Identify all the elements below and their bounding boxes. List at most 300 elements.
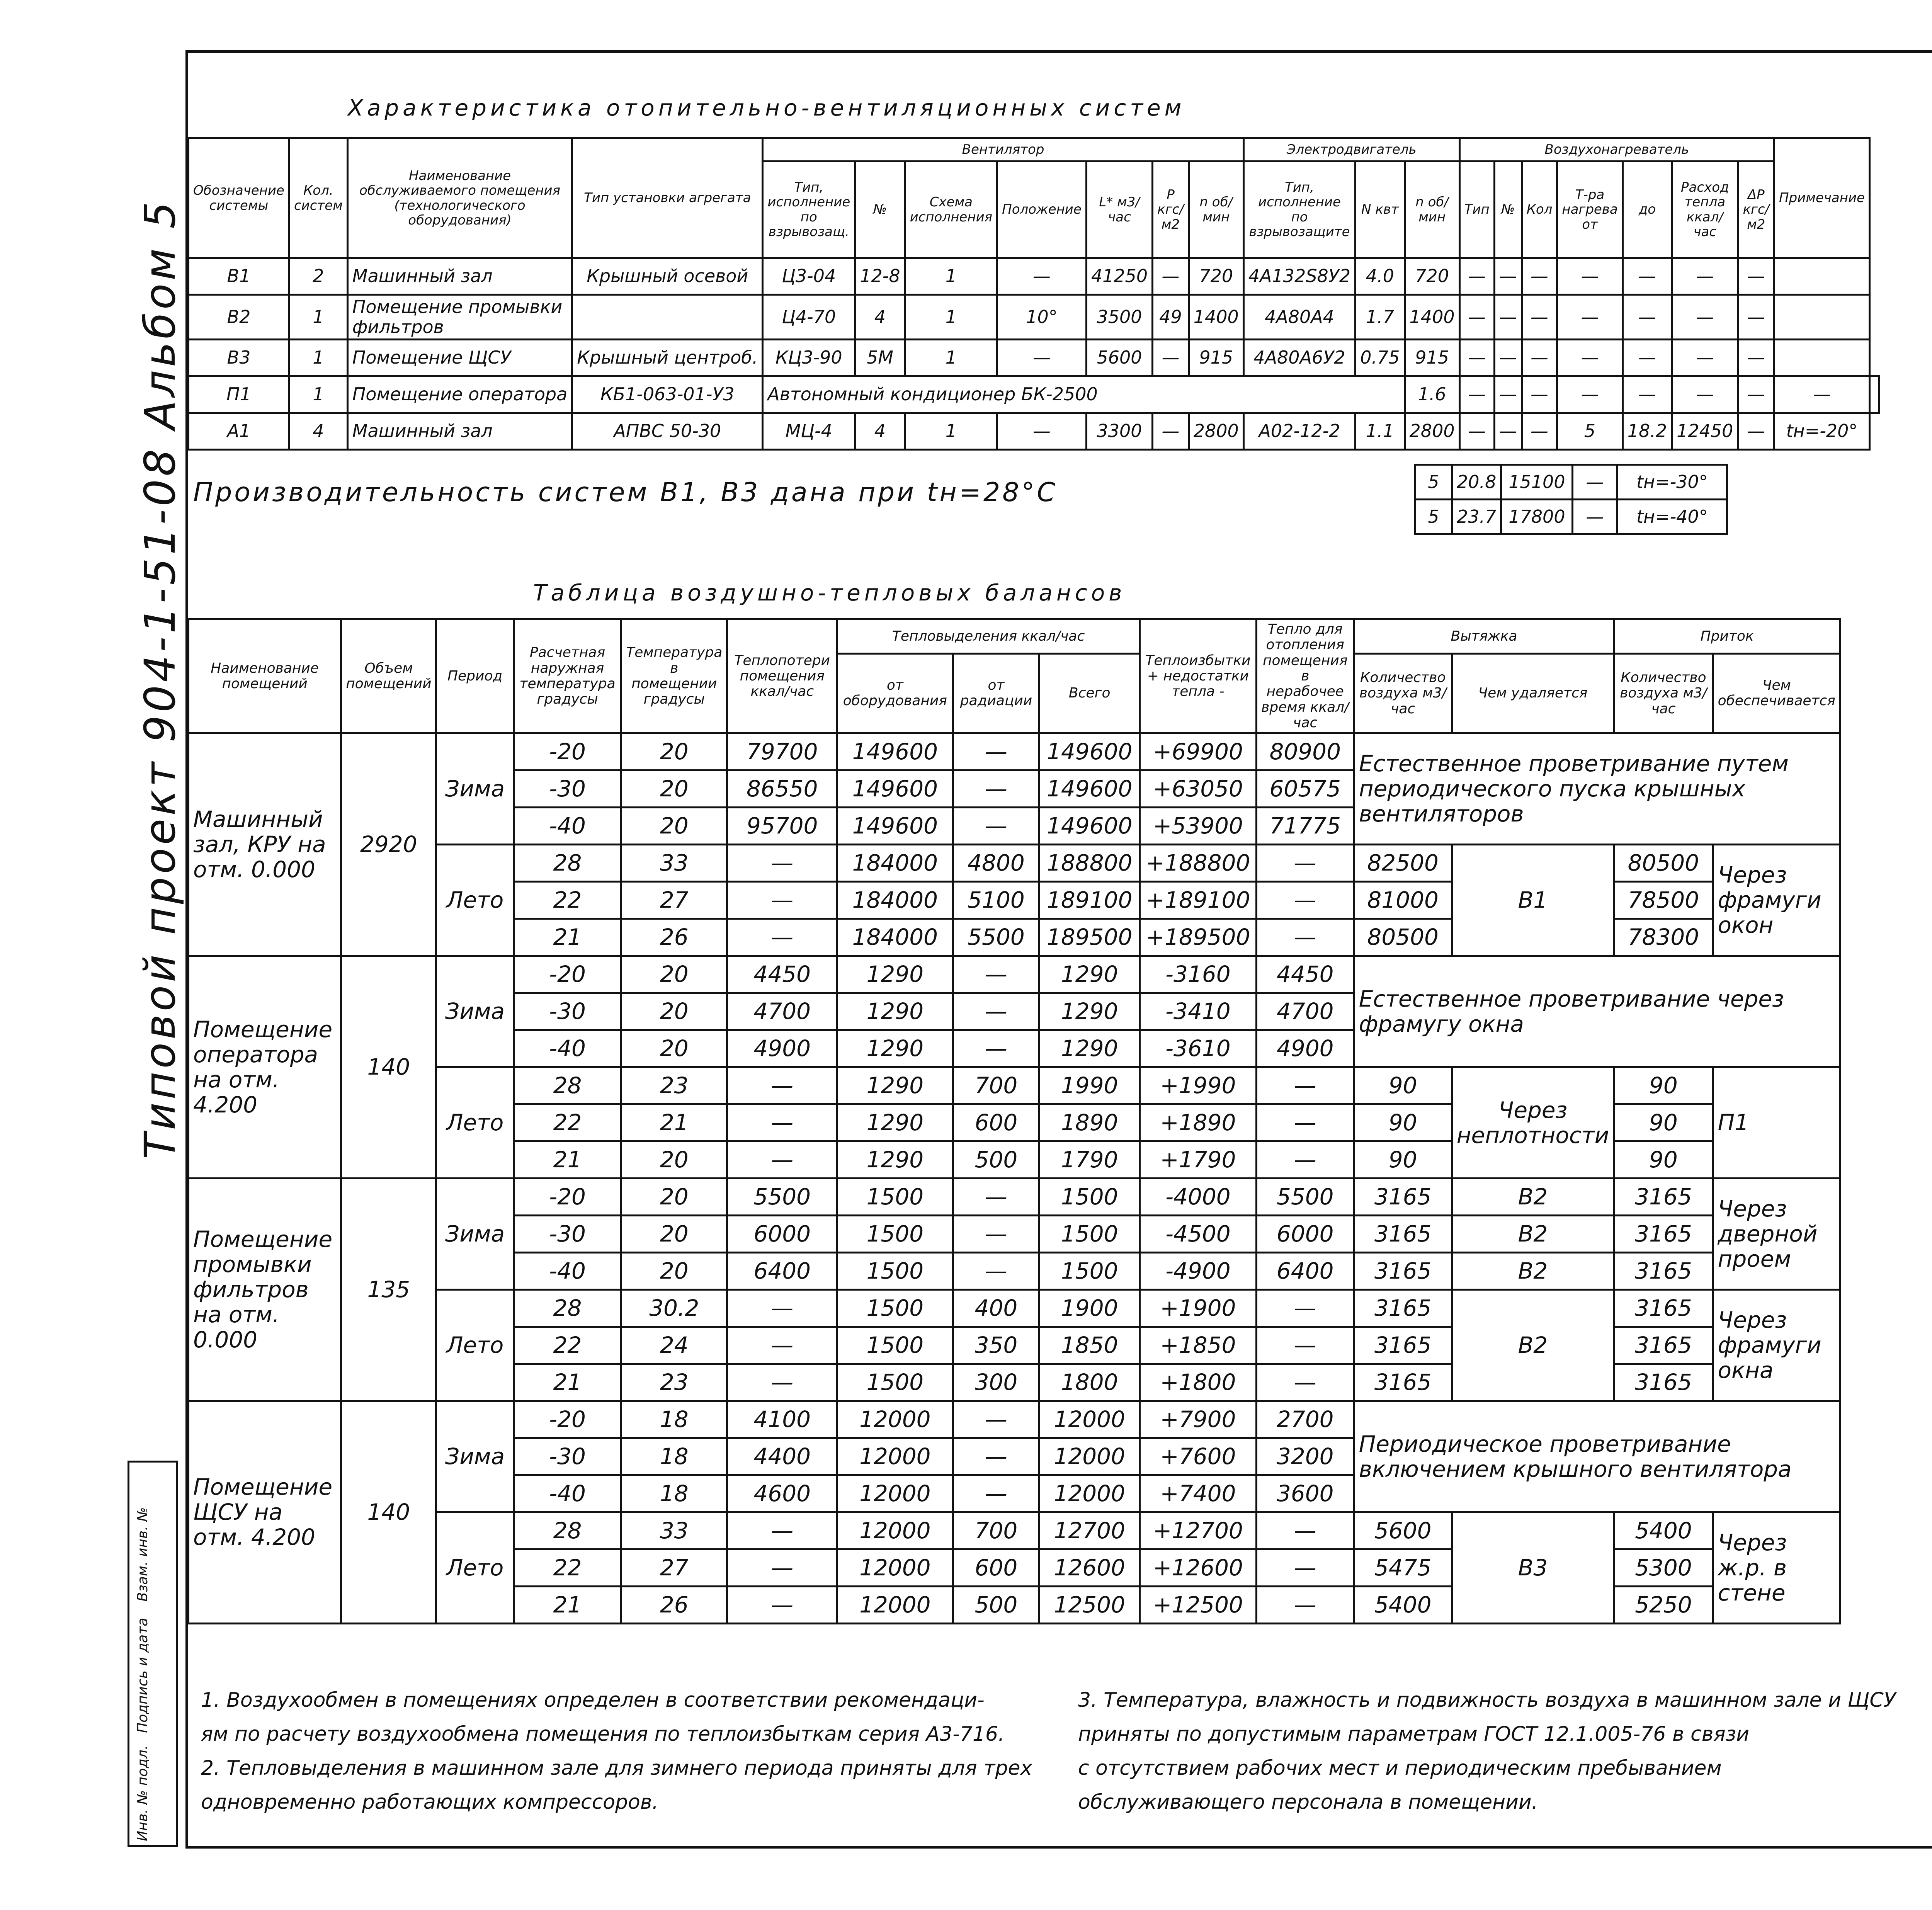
system-cell: —: [1573, 465, 1617, 500]
system-cell: —: [1738, 413, 1774, 450]
system-cell: 12450: [1672, 413, 1738, 450]
balance-cell: 1500: [837, 1216, 953, 1253]
balance-cell: —: [953, 1253, 1039, 1290]
supply-amount: 3165: [1614, 1364, 1713, 1401]
balance-cell: —: [727, 1364, 837, 1401]
system-cell: Помещение ЩСУ: [347, 340, 572, 376]
balance-cell: +1990: [1140, 1067, 1257, 1104]
system-cell: 15100: [1501, 465, 1573, 500]
balance-cell: 1990: [1039, 1067, 1140, 1104]
system-cell: —: [1459, 413, 1494, 450]
balance-row: [189, 733, 1840, 770]
hdr-fan-scheme: Схема исполнения: [905, 162, 997, 258]
balance-cell: 28: [514, 1067, 621, 1104]
exhaust-amount: 90: [1354, 1104, 1452, 1141]
balance-cell: 4400: [727, 1438, 837, 1475]
balance-cell: 5500: [1256, 1179, 1354, 1216]
system-cell: 1.6: [1405, 376, 1459, 413]
balance-cell: 12500: [1039, 1587, 1140, 1624]
system-cell: —: [1672, 295, 1738, 340]
system-cell: А02-12-2: [1243, 413, 1355, 450]
note-line: 1. Воздухообмен в помещениях определен в соответствии рекомендаци-: [201, 1689, 985, 1712]
balance-cell: 86550: [727, 770, 837, 808]
balance-cell: 12600: [1039, 1549, 1140, 1587]
balance-cell: 5100: [953, 882, 1039, 919]
balance-cell: —: [953, 1216, 1039, 1253]
balance-cell: +63050: [1140, 770, 1257, 808]
system-extra-row: [1415, 500, 1727, 534]
balance-cell: 12000: [837, 1587, 953, 1624]
balance-cell: 26: [621, 1587, 727, 1624]
note-line: одновременно работающих компрессоров.: [201, 1791, 658, 1814]
balance-cell: —: [727, 1067, 837, 1104]
balance-cell: —: [1256, 882, 1354, 919]
room-name: Помещение оператора на отм. 4.200: [189, 956, 341, 1179]
system-cell: 41250: [1086, 258, 1152, 295]
system-cell: tн=-30°: [1617, 465, 1727, 500]
system-cell: —: [1738, 258, 1774, 295]
balance-cell: 27: [621, 882, 727, 919]
balance-table-title: Таблица воздушно-тепловых балансов: [533, 580, 1126, 606]
balance-cell: 79700: [727, 733, 837, 770]
system-row: [189, 376, 1879, 413]
system-cell: —: [1494, 340, 1522, 376]
balance-cell: 22: [514, 882, 621, 919]
exhaust-means: В3: [1452, 1512, 1614, 1624]
strip-inv-label: Инв. № подл.: [135, 1745, 151, 1841]
balance-cell: +189100: [1140, 882, 1257, 919]
room-volume: 135: [341, 1179, 436, 1401]
exhaust-means: В2: [1452, 1179, 1614, 1216]
system-cell: 1400: [1405, 295, 1459, 340]
room-name: Помещение промывки фильтров на отм. 0.000: [189, 1179, 341, 1401]
systems-table: [187, 137, 1880, 451]
balance-row: [189, 845, 1840, 882]
balance-cell: +53900: [1140, 808, 1257, 845]
bh-room: Наименование помещений: [189, 619, 341, 733]
hdr-motor-n: n об/мин: [1405, 162, 1459, 258]
system-cell: 1: [289, 295, 347, 340]
balance-cell: —: [727, 1290, 837, 1327]
exhaust-amount: 81000: [1354, 882, 1452, 919]
bh-t-in: Температура в помещении градусы: [621, 619, 727, 733]
systems-extra-rows: [1414, 464, 1728, 535]
balance-cell: —: [953, 808, 1039, 845]
balance-cell: 2700: [1256, 1401, 1354, 1438]
balance-cell: 1290: [837, 1141, 953, 1179]
balance-cell: -4900: [1140, 1253, 1257, 1290]
period-summer: Лето: [436, 845, 514, 956]
bh-gain-equip: от оборудования: [837, 653, 953, 733]
balance-cell: -4000: [1140, 1179, 1257, 1216]
supply-amount: 3165: [1614, 1179, 1713, 1216]
hdr-fan-P: Р кгс/м2: [1153, 162, 1189, 258]
period-summer: Лето: [436, 1067, 514, 1179]
supply-amount: 90: [1614, 1141, 1713, 1179]
system-cell: 4А132S8У2: [1243, 258, 1355, 295]
period-winter: Зима: [436, 1179, 514, 1290]
supply-amount: 3165: [1614, 1290, 1713, 1327]
balance-cell: 20: [621, 1253, 727, 1290]
balance-cell: 12000: [837, 1512, 953, 1549]
balance-cell: —: [953, 956, 1039, 993]
balance-cell: 22: [514, 1327, 621, 1364]
system-cell: 915: [1405, 340, 1459, 376]
balance-cell: —: [953, 1475, 1039, 1512]
system-cell: —: [1459, 295, 1494, 340]
bh-exhaust-group: Вытяжка: [1354, 619, 1614, 654]
system-row: [189, 340, 1879, 376]
balance-cell: —: [1256, 1587, 1354, 1624]
supply-amount: 5300: [1614, 1549, 1713, 1587]
system-cell: 2: [289, 258, 347, 295]
system-cell: 49: [1153, 295, 1189, 340]
exhaust-amount: 5475: [1354, 1549, 1452, 1587]
balance-row: [189, 1290, 1840, 1327]
balance-cell: 188800: [1039, 845, 1140, 882]
system-cell: 1: [905, 258, 997, 295]
balance-cell: 12000: [837, 1401, 953, 1438]
balance-cell: -20: [514, 1179, 621, 1216]
supply-amount: 3165: [1614, 1253, 1713, 1290]
system-cell: —: [1738, 340, 1774, 376]
balance-cell: -30: [514, 1216, 621, 1253]
system-cell: 5М: [855, 340, 905, 376]
winter-ventilation-note: Естественное проветривание через фрамугу окна: [1354, 956, 1840, 1067]
balance-cell: 600: [953, 1549, 1039, 1587]
system-cell: МЦ-4: [763, 413, 855, 450]
balance-cell: 24: [621, 1327, 727, 1364]
exhaust-amount: 3165: [1354, 1216, 1452, 1253]
system-cell: —: [1522, 376, 1557, 413]
note-line: ям по расчету воздухообмена помещения по теплоизбыткам серия А3-716.: [201, 1723, 1005, 1746]
exhaust-amount: 3165: [1354, 1179, 1452, 1216]
balance-cell: 3200: [1256, 1438, 1354, 1475]
system-cell: 4А80А4: [1243, 295, 1355, 340]
system-cell: 4: [289, 413, 347, 450]
system-cell: —: [1494, 295, 1522, 340]
system-cell: —: [997, 413, 1087, 450]
system-cell: 720: [1405, 258, 1459, 295]
system-cell: Помещение оператора: [347, 376, 572, 413]
balance-cell: 6400: [727, 1253, 837, 1290]
hdr-fan-type: Тип, исполнение по взрывозащ.: [763, 162, 855, 258]
supply-means: Через фрамуги окна: [1713, 1290, 1840, 1401]
supply-means: Через дверной проем: [1713, 1179, 1840, 1290]
balance-cell: 1900: [1039, 1290, 1140, 1327]
balance-cell: +1790: [1140, 1141, 1257, 1179]
system-cell: 1: [905, 295, 997, 340]
balance-cell: —: [1256, 1104, 1354, 1141]
system-cell: —: [1459, 340, 1494, 376]
hdr-motor-type: Тип, исполнение по взрывозащите: [1243, 162, 1355, 258]
system-cell: —: [1557, 376, 1622, 413]
balance-cell: 12700: [1039, 1512, 1140, 1549]
balance-cell: 1500: [837, 1327, 953, 1364]
hdr-heater-type: Тип: [1459, 162, 1494, 258]
balance-cell: 184000: [837, 919, 953, 956]
balance-cell: 6000: [1256, 1216, 1354, 1253]
room-volume: 140: [341, 956, 436, 1179]
balance-cell: —: [727, 1104, 837, 1141]
bh-gain-total: Всего: [1039, 653, 1140, 733]
balance-cell: +12700: [1140, 1512, 1257, 1549]
balance-cell: 20: [621, 1179, 727, 1216]
balance-cell: 1790: [1039, 1141, 1140, 1179]
balance-cell: -4500: [1140, 1216, 1257, 1253]
balance-cell: —: [953, 1179, 1039, 1216]
exhaust-amount: 3165: [1354, 1253, 1452, 1290]
system-cell: —: [1774, 376, 1870, 413]
system-cell: —: [997, 258, 1087, 295]
system-cell: 23.7: [1452, 500, 1501, 534]
hdr-fan-n: n об/мин: [1189, 162, 1243, 258]
balance-cell: —: [1256, 1364, 1354, 1401]
system-cell: —: [1494, 413, 1522, 450]
bh-volume: Объем помещений: [341, 619, 436, 733]
balance-cell: 12000: [1039, 1438, 1140, 1475]
bh-sup-amount: Количество воздуха м3/час: [1614, 653, 1713, 733]
balance-cell: +188800: [1140, 845, 1257, 882]
balance-cell: +1890: [1140, 1104, 1257, 1141]
balance-cell: 28: [514, 845, 621, 882]
balance-cell: 20: [621, 808, 727, 845]
balance-cell: 20: [621, 1141, 727, 1179]
hdr-fan-position: Положение: [997, 162, 1087, 258]
balance-cell: +7400: [1140, 1475, 1257, 1512]
balance-cell: 18: [621, 1438, 727, 1475]
period-summer: Лето: [436, 1512, 514, 1624]
system-extra-row: [1415, 465, 1727, 500]
balance-cell: 184000: [837, 882, 953, 919]
balance-cell: 33: [621, 1512, 727, 1549]
balance-cell: 95700: [727, 808, 837, 845]
system-cell: АПВС 50-30: [572, 413, 763, 450]
system-cell: —: [997, 340, 1087, 376]
hdr-designation: Обозначение системы: [189, 138, 289, 258]
balance-cell: 1800: [1039, 1364, 1140, 1401]
balance-cell: 20: [621, 1216, 727, 1253]
balance-cell: —: [953, 1030, 1039, 1067]
system-cell: tн=-20°: [1774, 413, 1870, 450]
balance-cell: —: [727, 1141, 837, 1179]
system-cell: 4.0: [1355, 258, 1405, 295]
balance-cell: 30.2: [621, 1290, 727, 1327]
system-cell: —: [1153, 340, 1189, 376]
system-cell: —: [1153, 258, 1189, 295]
balance-cell: +1850: [1140, 1327, 1257, 1364]
supply-means: П1: [1713, 1067, 1840, 1179]
room-volume: 140: [341, 1401, 436, 1624]
balance-cell: —: [727, 1587, 837, 1624]
bh-exh-amount: Количество воздуха м3/час: [1354, 653, 1452, 733]
notes-block-2: [1078, 1689, 1896, 1814]
bh-supply-group: Приток: [1614, 619, 1840, 654]
balance-row: [189, 1401, 1840, 1438]
balance-cell: 1500: [1039, 1216, 1140, 1253]
balance-cell: 6400: [1256, 1253, 1354, 1290]
system-cell: —: [1494, 258, 1522, 295]
balance-cell: —: [727, 882, 837, 919]
exhaust-amount: 3165: [1354, 1364, 1452, 1401]
supply-means: Через фрамуги окон: [1713, 845, 1840, 956]
balance-cell: 4800: [953, 845, 1039, 882]
balance-cell: 700: [953, 1067, 1039, 1104]
hdr-room: Наименование обслуживаемого помещения (технологического оборудования): [347, 138, 572, 258]
balance-cell: -40: [514, 808, 621, 845]
balance-cell: 4600: [727, 1475, 837, 1512]
system-cell: —: [1573, 500, 1617, 534]
system-cell: —: [1622, 258, 1672, 295]
balance-row: [189, 1067, 1840, 1104]
balance-cell: +189500: [1140, 919, 1257, 956]
exhaust-means: Через неплотности: [1452, 1067, 1614, 1179]
balance-cell: 71775: [1256, 808, 1354, 845]
balance-cell: +1800: [1140, 1364, 1257, 1401]
system-cell: 3500: [1086, 295, 1152, 340]
supply-amount: 3165: [1614, 1327, 1713, 1364]
balance-cell: 4450: [727, 956, 837, 993]
balance-cell: —: [953, 770, 1039, 808]
system-cell: [572, 295, 763, 340]
supply-amount: 80500: [1614, 845, 1713, 882]
balance-cell: +1900: [1140, 1290, 1257, 1327]
note-line: с отсутствием рабочих мест и периодическим пребыванием: [1078, 1757, 1722, 1780]
period-winter: Зима: [436, 956, 514, 1067]
balance-table: [187, 618, 1841, 1624]
exhaust-amount: 90: [1354, 1141, 1452, 1179]
system-cell: —: [1459, 376, 1494, 413]
balance-cell: 149600: [1039, 770, 1140, 808]
balance-cell: 189500: [1039, 919, 1140, 956]
balance-cell: 22: [514, 1104, 621, 1141]
balance-cell: 28: [514, 1512, 621, 1549]
systems-note: Производительность систем В1, В3 дана при tн=28°С: [193, 477, 1058, 508]
strip-replace-label: Взам. инв. №: [135, 1507, 151, 1602]
systems-table-title: Характеристика отопительно-вентиляционных систем: [348, 95, 1185, 121]
balance-cell: 1290: [1039, 993, 1140, 1030]
hdr-fan-L: L* м3/час: [1086, 162, 1152, 258]
balance-cell: 500: [953, 1587, 1039, 1624]
balance-cell: 4700: [727, 993, 837, 1030]
balance-cell: 21: [514, 1587, 621, 1624]
balance-cell: 22: [514, 1549, 621, 1587]
balance-cell: 12000: [837, 1549, 953, 1587]
system-cell: Ц4-70: [763, 295, 855, 340]
system-cell: 4А80А6У2: [1243, 340, 1355, 376]
side-project-title: Типовой проект 904-1-51-08 Альбом 5: [135, 198, 185, 1159]
balance-row: [189, 956, 1840, 993]
balance-cell: 20: [621, 770, 727, 808]
balance-cell: -40: [514, 1475, 621, 1512]
balance-cell: -20: [514, 1401, 621, 1438]
supply-means: Через ж.р. в стене: [1713, 1512, 1840, 1624]
system-row: [189, 295, 1879, 340]
supply-amount: 78500: [1614, 882, 1713, 919]
exhaust-means: В2: [1452, 1290, 1614, 1401]
system-cell: Помещение промывки фильтров: [347, 295, 572, 340]
hdr-heater-group: Воздухонагреватель: [1459, 138, 1774, 162]
balance-cell: —: [1256, 1067, 1354, 1104]
system-cell: 5: [1557, 413, 1622, 450]
balance-cell: 4100: [727, 1401, 837, 1438]
system-cell: [1774, 295, 1870, 340]
system-cell: В3: [189, 340, 289, 376]
balance-cell: -20: [514, 733, 621, 770]
hdr-dp: ΔР кгс/м2: [1738, 162, 1774, 258]
balance-cell: 1890: [1039, 1104, 1140, 1141]
hdr-temp-from: Т-ра нагрева от: [1557, 162, 1622, 258]
system-cell: 4: [855, 413, 905, 450]
balance-cell: 20: [621, 993, 727, 1030]
system-cell: 2800: [1189, 413, 1243, 450]
system-cell: 1400: [1189, 295, 1243, 340]
balance-cell: —: [1256, 1290, 1354, 1327]
bh-gains-group: Тепловыделения ккал/час: [837, 619, 1140, 654]
balance-cell: 3600: [1256, 1475, 1354, 1512]
balance-cell: 700: [953, 1512, 1039, 1549]
bh-heat-loss: Теплопотери помещения ккал/час: [727, 619, 837, 733]
balance-cell: —: [953, 733, 1039, 770]
balance-cell: 1500: [1039, 1253, 1140, 1290]
balance-cell: 20: [621, 1030, 727, 1067]
system-cell: КБ1-063-01-У3: [572, 376, 763, 413]
supply-amount: 90: [1614, 1104, 1713, 1141]
system-cell: —: [1622, 295, 1672, 340]
system-cell: —: [1557, 295, 1622, 340]
hdr-unit-type: Тип установки агрегата: [572, 138, 763, 258]
balance-cell: 1500: [837, 1253, 953, 1290]
hdr-heat: Расход тепла ккал/час: [1672, 162, 1738, 258]
exhaust-amount: 82500: [1354, 845, 1452, 882]
balance-cell: 12000: [837, 1475, 953, 1512]
balance-cell: 1500: [837, 1364, 953, 1401]
balance-cell: -3410: [1140, 993, 1257, 1030]
balance-cell: 12000: [837, 1438, 953, 1475]
hdr-count: Кол. систем: [289, 138, 347, 258]
balance-row: [189, 1179, 1840, 1216]
system-cell: 4: [855, 295, 905, 340]
balance-cell: —: [1256, 1512, 1354, 1549]
balance-cell: 4900: [1256, 1030, 1354, 1067]
system-cell: —: [1459, 258, 1494, 295]
system-cell: 18.2: [1622, 413, 1672, 450]
system-cell: 3300: [1086, 413, 1152, 450]
system-cell: 1.7: [1355, 295, 1405, 340]
balance-cell: 1290: [837, 1104, 953, 1141]
hdr-motor-N: N квт: [1355, 162, 1405, 258]
system-cell: 5: [1415, 465, 1452, 500]
balance-cell: —: [1256, 1141, 1354, 1179]
balance-cell: 27: [621, 1549, 727, 1587]
balance-cell: 23: [621, 1364, 727, 1401]
balance-cell: —: [953, 993, 1039, 1030]
balance-cell: —: [1256, 845, 1354, 882]
balance-cell: 20: [621, 956, 727, 993]
balance-cell: -30: [514, 1438, 621, 1475]
balance-cell: 1850: [1039, 1327, 1140, 1364]
balance-cell: —: [1256, 1327, 1354, 1364]
balance-cell: 149600: [1039, 808, 1140, 845]
balance-cell: 149600: [837, 770, 953, 808]
balance-cell: -3160: [1140, 956, 1257, 993]
balance-cell: 500: [953, 1141, 1039, 1179]
balance-cell: +7600: [1140, 1438, 1257, 1475]
balance-cell: —: [1256, 919, 1354, 956]
balance-cell: 1290: [837, 956, 953, 993]
bh-exh-means: Чем удаляется: [1452, 653, 1614, 733]
hdr-remark: Примечание: [1774, 138, 1870, 258]
